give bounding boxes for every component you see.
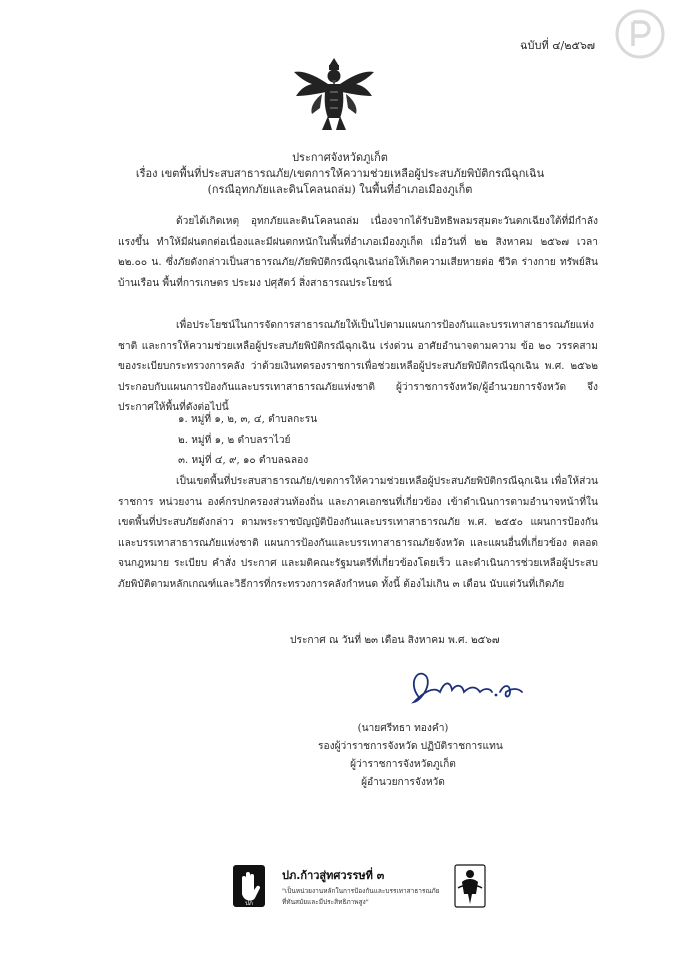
signatory-position: ผู้ว่าราชการจังหวัดภูเก็ต bbox=[350, 759, 456, 770]
announcement-date: ประกาศ ณ วันที่ ๒๓ เดือน สิงหาคม พ.ศ. ๒๕๖๗ bbox=[290, 635, 500, 646]
signatory-position: ผู้อำนวยการจังหวัด bbox=[361, 777, 445, 788]
body-paragraph-incident: ด้วยได้เกิดเหตุ อุทกภัยและดินโคลนถล่ม เนื่องจากได้รับอิทธิพลมรสุมตะวันตกเฉียงใต้ที่มีกำลังแรงขึ้น ทำให้มีฝนตกต่อเนื่องและมีฝนตกหนักในพื้นที่อำเภอเมืองภูเก็ต เมื่อวันที่ ๒๒ สิงหาคม ๒๕๖๗ เวลา ๒๒.๐๐ น. ซึ่งภัยดังกล่าวเป็นสาธารณภัย/ภัยพิบัติกรณีฉุกเฉินก่อให้เกิดความเสียหายต่อ ชีวิต ร่างกาย ทรัพย์สิน บ้านเรือน พื้นที่การเกษตร ประมง ปศุสัตว์ สิ่งสาธารณประโยชน์ bbox=[118, 216, 598, 289]
document-number: ฉบับที่ ๔/๒๕๖๗ bbox=[520, 39, 596, 52]
ddpm-figure-logo-icon bbox=[454, 864, 486, 908]
announcement-subject: เรื่อง เขตพื้นที่ประสบสาธารณภัย/เขตการให้ความช่วยเหลือผู้ประสบภัยพิบัติกรณีฉุกเฉิน bbox=[135, 167, 545, 180]
footer-motto: ที่ทันสมัยและมีประสิทธิภาพสูง" bbox=[282, 898, 369, 906]
affected-areas-list bbox=[178, 410, 317, 472]
brand-watermark-icon bbox=[614, 8, 666, 60]
announcement-title: ประกาศจังหวัดภูเก็ต bbox=[292, 151, 388, 164]
handwritten-signature bbox=[404, 662, 534, 712]
footer-title: ปภ.ก้าวสู่ทศวรรษที่ ๓ bbox=[282, 869, 385, 882]
garuda-emblem-icon bbox=[292, 52, 376, 136]
announcement-subject-detail: (กรณีอุทกภัยและดินโคลนถล่ม) ในพื้นที่อำเภอเมืองภูเก็ต bbox=[207, 183, 473, 196]
signature-block bbox=[318, 720, 503, 792]
affected-area-item: ๒. หมู่ที่ ๑, ๒ ตำบลราไวย์ bbox=[178, 434, 291, 446]
signatory-position: รองผู้ว่าราชการจังหวัด ปฏิบัติราชการแทน bbox=[318, 741, 503, 752]
signatory-name: (นายศรีทธา ทองคำ) bbox=[357, 723, 449, 734]
ddpm-hand-logo-icon bbox=[232, 864, 266, 908]
body-paragraph-authority: เพื่อประโยชน์ในการจัดการสาธารณภัยให้เป็นไปตามแผนการป้องกันและบรรเทาสาธารณภัยแห่งชาติ และการให้ความช่วยเหลือผู้ประสบภัยพิบัติกรณีฉุกเฉิน เร่งด่วน อาศัยอำนาจตามความ ข้อ ๒๐ วรรคสาม ของระเบียบกระทรวงการคลัง ว่าด้วยเงินทดรองราชการเพื่อช่วยเหลือผู้ประสบภัยพิบัติกรณีฉุกเฉิน พ.ศ. ๒๕๖๒ ประกอบกับแผนการป้องกันและบรรเทาสาธารณภัยแห่งชาติ ผู้ว่าราชการจังหวัด/ผู้อำนวยการจังหวัด จึงประกาศให้พื้นที่ดังต่อไปนี้ bbox=[118, 320, 598, 413]
affected-area-item: ๑. หมู่ที่ ๑, ๒, ๓, ๔, ตำบลกะรน bbox=[178, 414, 318, 425]
body-paragraph-declaration: เป็นเขตพื้นที่ประสบสาธารณภัย/เขตการให้ความช่วยเหลือผู้ประสบภัยพิบัติกรณีฉุกเฉิน เพื่อให้ส่วนราชการ หน่วยงาน องค์กรปกครองส่วนท้องถิ่น และภาคเอกชนที่เกี่ยวข้อง เข้าดำเนินการตามอำนาจหน้าที่ในเขตพื้นที่ประสบภัยดังกล่าว ตามพระราชบัญญัติป้องกันและบรรเทาสาธารณภัย พ.ศ. ๒๕๕๐ แผนการป้องกันและบรรเทาสาธารณภัยแห่งชาติ แผนการป้องกันและบรรเทาสาธารณภัยจังหวัด และแผนอื่นที่เกี่ยวข้อง ตลอดจนกฎหมาย ระเบียบ คำสั่ง ประกาศ และมติคณะรัฐมนตรีที่เกี่ยวข้องโดยเร็ว และดำเนินการช่วยเหลือผู้ประสบภัยพิบัติตามหลักเกณฑ์และวิธีการที่กระทรวงการคลังกำหนด ทั้งนี้ ต้องไม่เกิน ๓ เดือน นับแต่วันที่เกิดภัย bbox=[118, 476, 598, 590]
footer-logo-text: ปภ bbox=[245, 900, 253, 907]
affected-area-item: ๓. หมู่ที่ ๔, ๙, ๑๐ ตำบลฉลอง bbox=[178, 455, 309, 466]
footer-motto: "เป็นหน่วยงานหลักในการป้องกันและบรรเทาสาธารณภัย bbox=[282, 887, 440, 895]
footer-banner bbox=[220, 858, 505, 916]
